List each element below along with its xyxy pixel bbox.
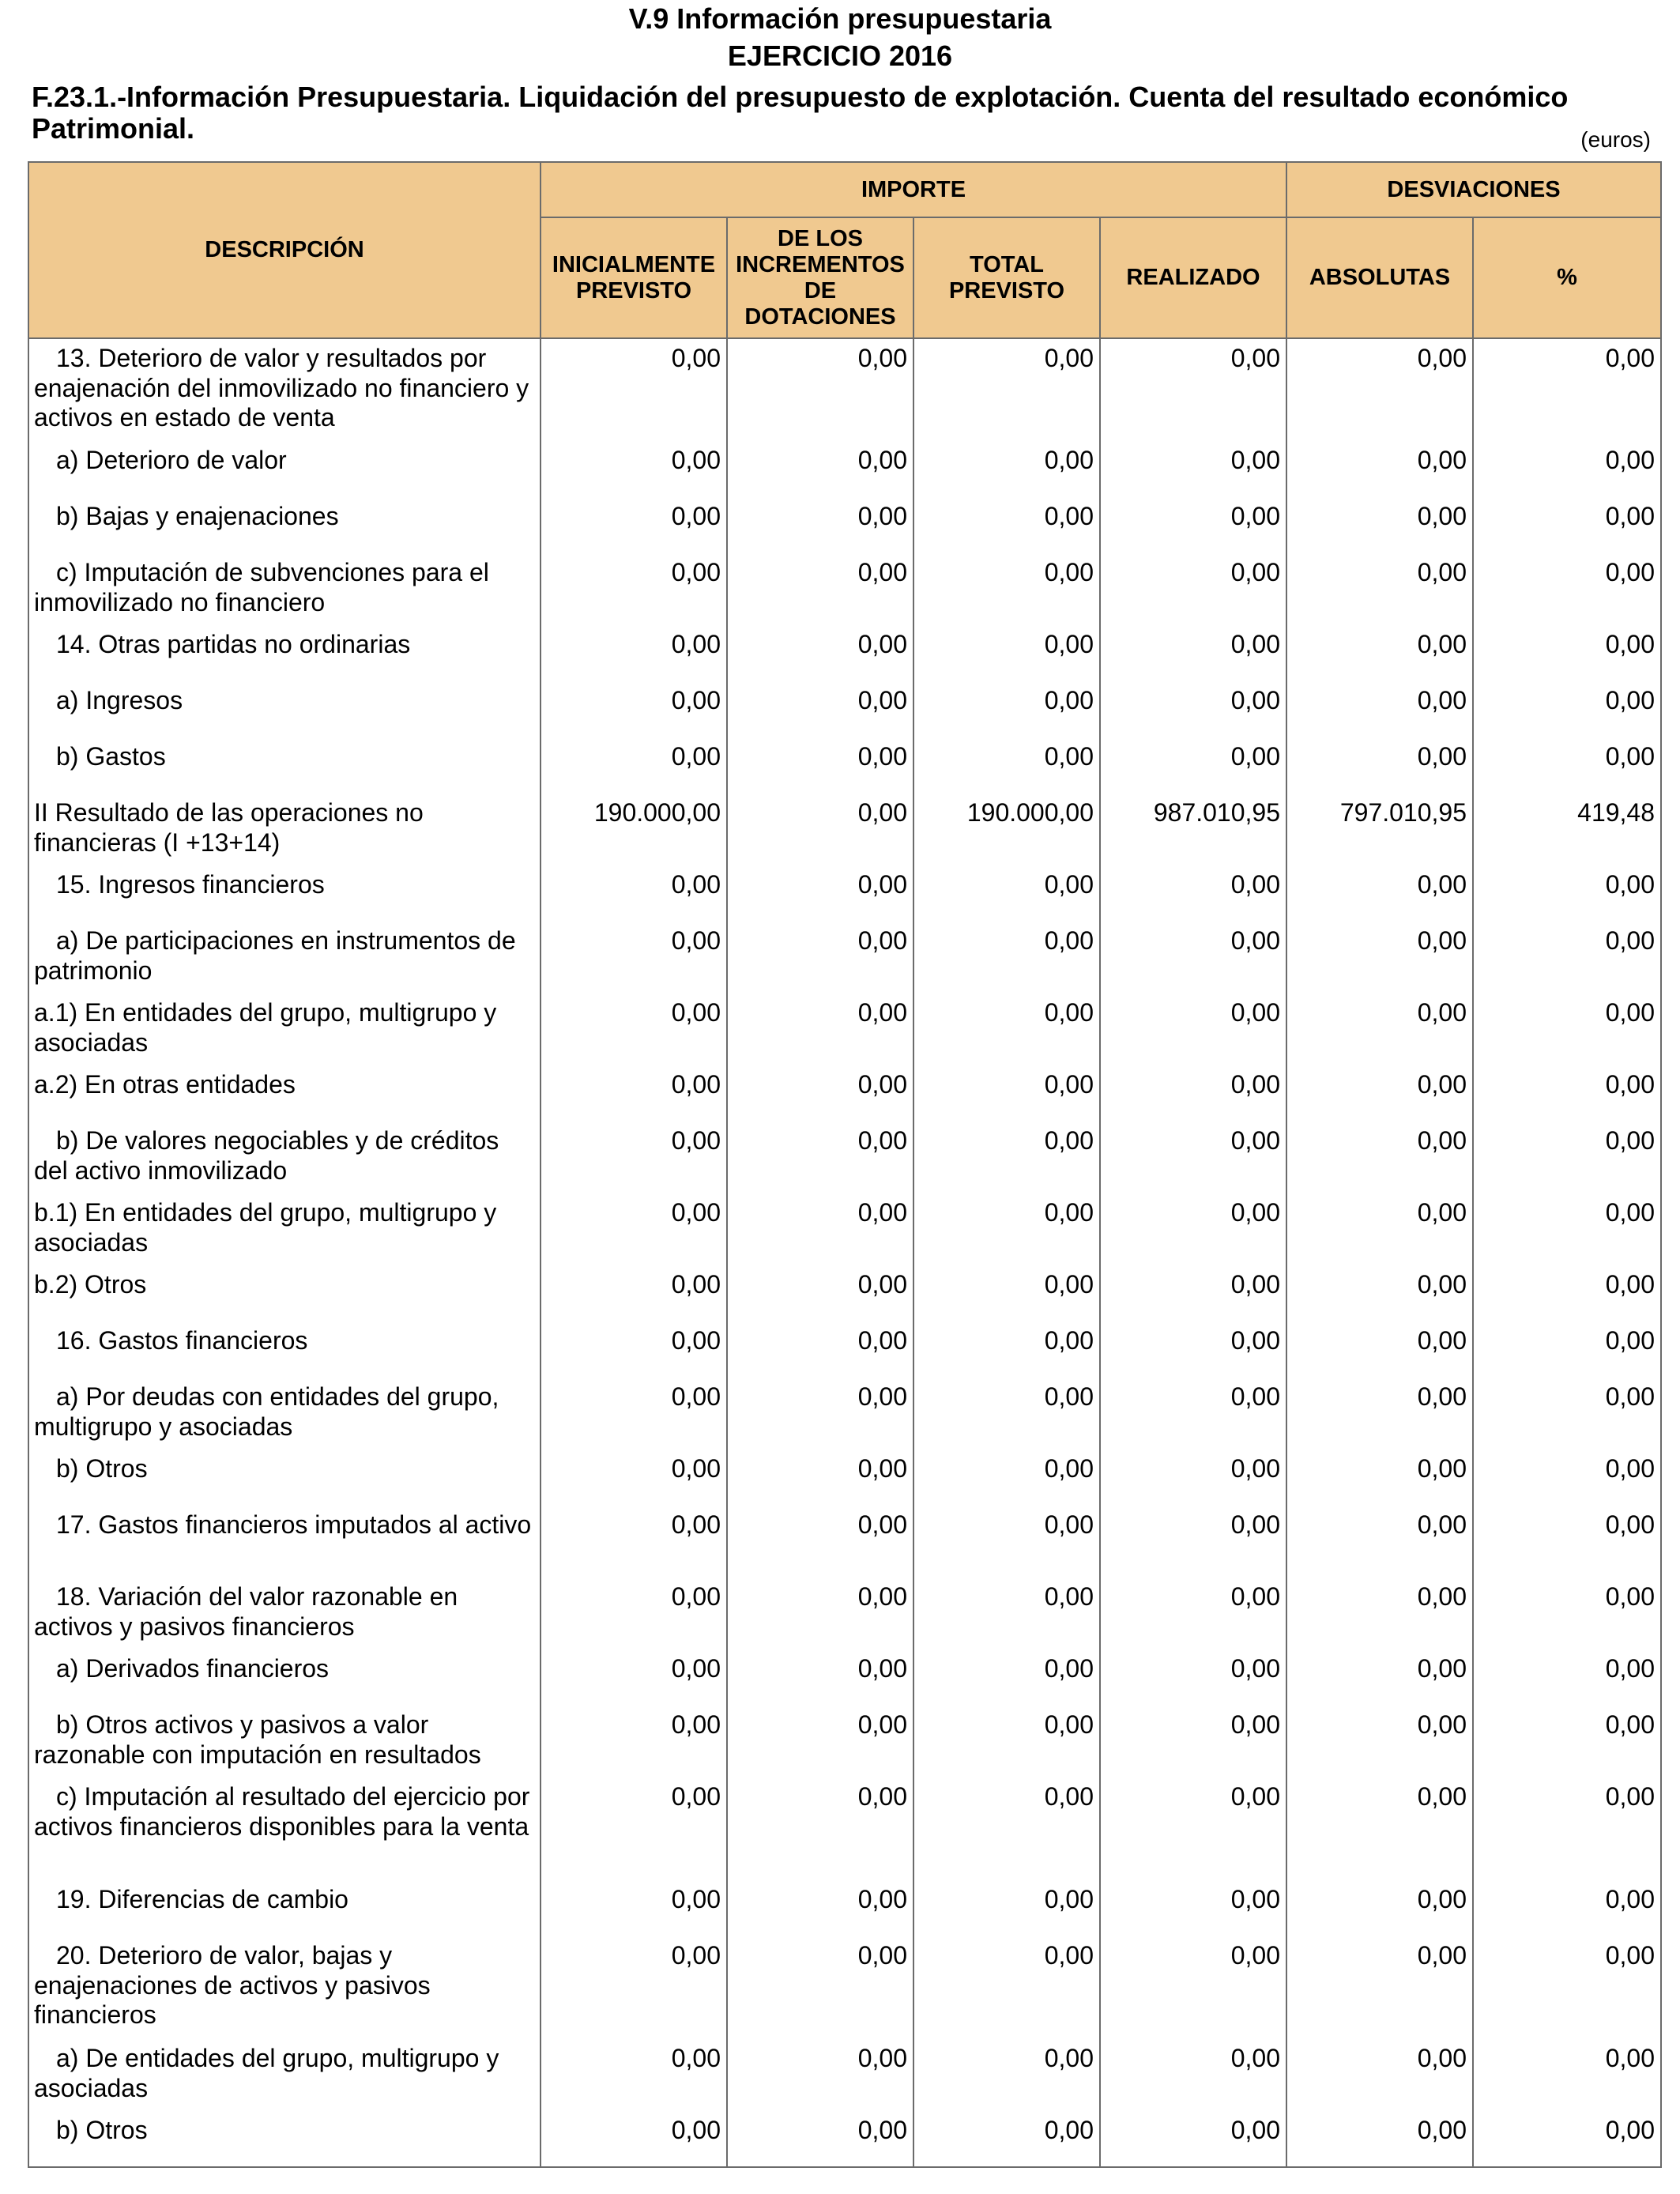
cell-incrementos-dotaciones: 0,00 — [727, 1378, 913, 1449]
row-description-text: b.1) En entidades del grupo, multigrupo y asociadas — [34, 1198, 497, 1257]
cell-total-previsto: 0,00 — [913, 1449, 1100, 1506]
cell-porcentaje: 0,00 — [1473, 737, 1661, 794]
table-row — [28, 1777, 1661, 1880]
cell-realizado: 0,00 — [1100, 1506, 1286, 1578]
header-desviaciones: DESVIACIONES — [1286, 162, 1661, 217]
cell-inicialmente-previsto: 0,00 — [541, 1265, 727, 1321]
cell-total-previsto: 0,00 — [913, 553, 1100, 625]
cell-absolutas: 0,00 — [1286, 338, 1473, 441]
cell-absolutas: 0,00 — [1286, 1321, 1473, 1378]
cell-absolutas: 0,00 — [1286, 993, 1473, 1065]
cell-absolutas: 0,00 — [1286, 2039, 1473, 2111]
cell-absolutas: 0,00 — [1286, 2111, 1473, 2167]
row-description-text: 14. Otras partidas no ordinarias — [56, 630, 411, 658]
cell-porcentaje: 0,00 — [1473, 865, 1661, 922]
table-row — [28, 1578, 1661, 1649]
cell-incrementos-dotaciones: 0,00 — [727, 338, 913, 441]
row-description-text: a) Derivados financieros — [56, 1654, 330, 1683]
cell-total-previsto: 0,00 — [913, 1777, 1100, 1880]
cell-absolutas: 0,00 — [1286, 922, 1473, 993]
cell-realizado: 0,00 — [1100, 1122, 1286, 1193]
cell-porcentaje: 0,00 — [1473, 922, 1661, 993]
cell-realizado: 0,00 — [1100, 681, 1286, 737]
cell-porcentaje: 0,00 — [1473, 553, 1661, 625]
row-description-text: 16. Gastos financieros — [56, 1326, 308, 1355]
cell-porcentaje: 0,00 — [1473, 1936, 1661, 2039]
cell-absolutas: 0,00 — [1286, 625, 1473, 681]
table-row — [28, 1321, 1661, 1378]
cell-total-previsto: 0,00 — [913, 2039, 1100, 2111]
table-row — [28, 737, 1661, 794]
cell-porcentaje: 0,00 — [1473, 1578, 1661, 1649]
cell-incrementos-dotaciones: 0,00 — [727, 993, 913, 1065]
row-description — [28, 497, 541, 553]
cell-inicialmente-previsto: 0,00 — [541, 681, 727, 737]
row-description-text: 13. Deterioro de valor y resultados por enajenación del inmovilizado no financiero y activos en estado de venta — [34, 344, 529, 432]
cell-incrementos-dotaciones: 0,00 — [727, 497, 913, 553]
row-description-text: a.2) En otras entidades — [34, 1070, 296, 1099]
header-descripcion: DESCRIPCIÓN — [28, 162, 541, 338]
cell-total-previsto: 0,00 — [913, 737, 1100, 794]
cell-porcentaje: 0,00 — [1473, 2039, 1661, 2111]
row-description-text: b.2) Otros — [34, 1270, 147, 1299]
cell-total-previsto: 0,00 — [913, 338, 1100, 441]
table-row — [28, 1122, 1661, 1193]
table-row — [28, 441, 1661, 497]
cell-total-previsto: 0,00 — [913, 441, 1100, 497]
cell-incrementos-dotaciones: 0,00 — [727, 737, 913, 794]
cell-total-previsto: 0,00 — [913, 1321, 1100, 1378]
cell-absolutas: 0,00 — [1286, 1649, 1473, 1706]
row-description-text: b) De valores negociables y de créditos del activo inmovilizado — [34, 1126, 499, 1185]
cell-incrementos-dotaciones: 0,00 — [727, 1193, 913, 1265]
cell-inicialmente-previsto: 0,00 — [541, 922, 727, 993]
cell-realizado: 0,00 — [1100, 1265, 1286, 1321]
cell-porcentaje: 0,00 — [1473, 497, 1661, 553]
table-row — [28, 1649, 1661, 1706]
row-description — [28, 681, 541, 737]
cell-absolutas: 0,00 — [1286, 1378, 1473, 1449]
table-row — [28, 1936, 1661, 2039]
cell-incrementos-dotaciones: 0,00 — [727, 1578, 913, 1649]
cell-absolutas: 0,00 — [1286, 553, 1473, 625]
cell-absolutas: 0,00 — [1286, 1449, 1473, 1506]
cell-total-previsto: 0,00 — [913, 1578, 1100, 1649]
cell-incrementos-dotaciones: 0,00 — [727, 865, 913, 922]
cell-realizado: 0,00 — [1100, 441, 1286, 497]
cell-incrementos-dotaciones: 0,00 — [727, 681, 913, 737]
budget-table — [28, 161, 1662, 2168]
cell-inicialmente-previsto: 0,00 — [541, 1378, 727, 1449]
cell-porcentaje: 0,00 — [1473, 1378, 1661, 1449]
cell-total-previsto: 0,00 — [913, 2111, 1100, 2167]
cell-porcentaje: 0,00 — [1473, 1777, 1661, 1880]
row-description — [28, 2039, 541, 2111]
cell-inicialmente-previsto: 0,00 — [541, 2111, 727, 2167]
cell-inicialmente-previsto: 0,00 — [541, 1880, 727, 1936]
cell-inicialmente-previsto: 0,00 — [541, 1506, 727, 1578]
row-description-text: c) Imputación al resultado del ejercicio por activos financieros disponibles para la venta — [34, 1782, 530, 1841]
table-row — [28, 1449, 1661, 1506]
cell-absolutas: 0,00 — [1286, 1936, 1473, 2039]
cell-porcentaje: 0,00 — [1473, 681, 1661, 737]
row-description-text: b) Bajas y enajenaciones — [56, 502, 339, 530]
cell-incrementos-dotaciones: 0,00 — [727, 2111, 913, 2167]
cell-incrementos-dotaciones: 0,00 — [727, 922, 913, 993]
header-absolutas: ABSOLUTAS — [1286, 217, 1473, 338]
row-description-text: 18. Variación del valor razonable en activos y pasivos financieros — [34, 1582, 458, 1641]
header-porcentaje: % — [1473, 217, 1661, 338]
cell-incrementos-dotaciones: 0,00 — [727, 1936, 913, 2039]
table-row — [28, 1506, 1661, 1578]
cell-porcentaje: 0,00 — [1473, 2111, 1661, 2167]
cell-total-previsto: 0,00 — [913, 865, 1100, 922]
cell-realizado: 0,00 — [1100, 1378, 1286, 1449]
cell-incrementos-dotaciones: 0,00 — [727, 2039, 913, 2111]
cell-total-previsto: 0,00 — [913, 1065, 1100, 1122]
cell-inicialmente-previsto: 0,00 — [541, 1065, 727, 1122]
cell-absolutas: 0,00 — [1286, 681, 1473, 737]
row-description-text: a.1) En entidades del grupo, multigrupo y asociadas — [34, 998, 497, 1057]
report-year-title: EJERCICIO 2016 — [727, 40, 953, 72]
cell-absolutas: 0,00 — [1286, 1777, 1473, 1880]
cell-realizado: 0,00 — [1100, 553, 1286, 625]
cell-inicialmente-previsto: 0,00 — [541, 553, 727, 625]
table-row — [28, 497, 1661, 553]
row-description-text: c) Imputación de subvenciones para el inmovilizado no financiero — [34, 558, 489, 616]
row-description — [28, 625, 541, 681]
header-inicialmente-previsto: INICIALMENTE PREVISTO — [541, 217, 727, 338]
cell-total-previsto: 0,00 — [913, 1193, 1100, 1265]
cell-total-previsto: 190.000,00 — [913, 794, 1100, 865]
row-description — [28, 993, 541, 1065]
cell-realizado: 0,00 — [1100, 1193, 1286, 1265]
row-description-text: 19. Diferencias de cambio — [56, 1885, 348, 1913]
cell-realizado: 0,00 — [1100, 1321, 1286, 1378]
table-row — [28, 1265, 1661, 1321]
cell-inicialmente-previsto: 0,00 — [541, 1649, 727, 1706]
cell-absolutas: 0,00 — [1286, 441, 1473, 497]
cell-realizado: 0,00 — [1100, 1936, 1286, 2039]
cell-total-previsto: 0,00 — [913, 625, 1100, 681]
row-description — [28, 1578, 541, 1649]
cell-absolutas: 797.010,95 — [1286, 794, 1473, 865]
cell-porcentaje: 0,00 — [1473, 1506, 1661, 1578]
table-row — [28, 794, 1661, 865]
row-description-text: a) Ingresos — [56, 686, 183, 714]
table-header — [28, 162, 1661, 338]
cell-realizado: 987.010,95 — [1100, 794, 1286, 865]
cell-absolutas: 0,00 — [1286, 737, 1473, 794]
cell-incrementos-dotaciones: 0,00 — [727, 1649, 913, 1706]
table-row — [28, 1065, 1661, 1122]
row-description — [28, 441, 541, 497]
report-section-title: V.9 Información presupuestaria — [628, 2, 1052, 35]
cell-realizado: 0,00 — [1100, 1578, 1286, 1649]
cell-absolutas: 0,00 — [1286, 1265, 1473, 1321]
header-realizado: REALIZADO — [1100, 217, 1286, 338]
row-description — [28, 1265, 541, 1321]
cell-total-previsto: 0,00 — [913, 1936, 1100, 2039]
table-row — [28, 865, 1661, 922]
cell-realizado: 0,00 — [1100, 2111, 1286, 2167]
cell-total-previsto: 0,00 — [913, 497, 1100, 553]
cell-realizado: 0,00 — [1100, 2039, 1286, 2111]
report-subtitle: F.23.1.-Información Presupuestaria. Liquidación del presupuesto de explotación. Cuenta del resultado económico Patrimonial. — [32, 81, 1569, 145]
cell-porcentaje: 0,00 — [1473, 1122, 1661, 1193]
cell-inicialmente-previsto: 0,00 — [541, 1936, 727, 2039]
cell-porcentaje: 0,00 — [1473, 441, 1661, 497]
cell-inicialmente-previsto: 190.000,00 — [541, 794, 727, 865]
cell-absolutas: 0,00 — [1286, 1193, 1473, 1265]
cell-realizado: 0,00 — [1100, 1449, 1286, 1506]
cell-inicialmente-previsto: 0,00 — [541, 1777, 727, 1880]
cell-inicialmente-previsto: 0,00 — [541, 625, 727, 681]
cell-incrementos-dotaciones: 0,00 — [727, 1506, 913, 1578]
cell-incrementos-dotaciones: 0,00 — [727, 1880, 913, 1936]
row-description-text: b) Otros — [56, 2116, 148, 2144]
cell-incrementos-dotaciones: 0,00 — [727, 1706, 913, 1777]
table-row — [28, 993, 1661, 1065]
cell-porcentaje: 0,00 — [1473, 1265, 1661, 1321]
cell-absolutas: 0,00 — [1286, 1506, 1473, 1578]
cell-incrementos-dotaciones: 0,00 — [727, 1065, 913, 1122]
row-description — [28, 1936, 541, 2039]
cell-porcentaje: 0,00 — [1473, 625, 1661, 681]
cell-realizado: 0,00 — [1100, 1649, 1286, 1706]
cell-incrementos-dotaciones: 0,00 — [727, 794, 913, 865]
currency-units: (euros) — [1580, 127, 1651, 152]
row-description-text: b) Otros — [56, 1454, 148, 1483]
cell-realizado: 0,00 — [1100, 1880, 1286, 1936]
row-description-text: b) Gastos — [56, 742, 166, 771]
header-incrementos-dotaciones: DE LOS INCREMENTOS DE DOTACIONES — [727, 217, 913, 338]
cell-incrementos-dotaciones: 0,00 — [727, 1777, 913, 1880]
table-row — [28, 625, 1661, 681]
table-row — [28, 338, 1661, 441]
row-description — [28, 865, 541, 922]
cell-porcentaje: 0,00 — [1473, 1706, 1661, 1777]
cell-total-previsto: 0,00 — [913, 1706, 1100, 1777]
table-row — [28, 1880, 1661, 1936]
cell-inicialmente-previsto: 0,00 — [541, 993, 727, 1065]
cell-total-previsto: 0,00 — [913, 993, 1100, 1065]
cell-porcentaje: 0,00 — [1473, 1321, 1661, 1378]
row-description — [28, 1449, 541, 1506]
row-description-text: b) Otros activos y pasivos a valor razonable con imputación en resultados — [34, 1710, 481, 1769]
cell-total-previsto: 0,00 — [913, 1378, 1100, 1449]
cell-porcentaje: 0,00 — [1473, 1449, 1661, 1506]
cell-inicialmente-previsto: 0,00 — [541, 1321, 727, 1378]
cell-inicialmente-previsto: 0,00 — [541, 2039, 727, 2111]
cell-total-previsto: 0,00 — [913, 1880, 1100, 1936]
cell-porcentaje: 0,00 — [1473, 1065, 1661, 1122]
cell-realizado: 0,00 — [1100, 338, 1286, 441]
cell-realizado: 0,00 — [1100, 1065, 1286, 1122]
cell-absolutas: 0,00 — [1286, 1706, 1473, 1777]
cell-incrementos-dotaciones: 0,00 — [727, 1122, 913, 1193]
header-total-previsto: TOTAL PREVISTO — [913, 217, 1100, 338]
row-description — [28, 1122, 541, 1193]
row-description — [28, 794, 541, 865]
cell-porcentaje: 419,48 — [1473, 794, 1661, 865]
cell-realizado: 0,00 — [1100, 497, 1286, 553]
row-description — [28, 1378, 541, 1449]
row-description — [28, 1777, 541, 1880]
cell-inicialmente-previsto: 0,00 — [541, 1706, 727, 1777]
table-row — [28, 1193, 1661, 1265]
cell-incrementos-dotaciones: 0,00 — [727, 1265, 913, 1321]
row-description — [28, 1321, 541, 1378]
cell-realizado: 0,00 — [1100, 1706, 1286, 1777]
row-description — [28, 1065, 541, 1122]
cell-total-previsto: 0,00 — [913, 1649, 1100, 1706]
cell-inicialmente-previsto: 0,00 — [541, 1122, 727, 1193]
cell-realizado: 0,00 — [1100, 737, 1286, 794]
row-description-text: a) De entidades del grupo, multigrupo y asociadas — [34, 2044, 499, 2102]
row-description — [28, 1649, 541, 1706]
cell-porcentaje: 0,00 — [1473, 1193, 1661, 1265]
row-description — [28, 1506, 541, 1578]
table-row — [28, 2111, 1661, 2167]
header-importe: IMPORTE — [541, 162, 1286, 217]
cell-porcentaje: 0,00 — [1473, 1880, 1661, 1936]
row-description — [28, 922, 541, 993]
cell-total-previsto: 0,00 — [913, 1122, 1100, 1193]
row-description — [28, 1880, 541, 1936]
row-description-text: 15. Ingresos financieros — [56, 870, 325, 899]
cell-absolutas: 0,00 — [1286, 865, 1473, 922]
cell-total-previsto: 0,00 — [913, 681, 1100, 737]
cell-inicialmente-previsto: 0,00 — [541, 441, 727, 497]
cell-inicialmente-previsto: 0,00 — [541, 1449, 727, 1506]
cell-incrementos-dotaciones: 0,00 — [727, 553, 913, 625]
table-row — [28, 1378, 1661, 1449]
cell-total-previsto: 0,00 — [913, 1265, 1100, 1321]
cell-inicialmente-previsto: 0,00 — [541, 865, 727, 922]
cell-porcentaje: 0,00 — [1473, 1649, 1661, 1706]
table-row — [28, 2039, 1661, 2111]
row-description-text: 20. Deterioro de valor, bajas y enajenaciones de activos y pasivos financieros — [34, 1941, 431, 2029]
cell-inicialmente-previsto: 0,00 — [541, 737, 727, 794]
row-description — [28, 2111, 541, 2167]
cell-total-previsto: 0,00 — [913, 1506, 1100, 1578]
cell-inicialmente-previsto: 0,00 — [541, 497, 727, 553]
cell-realizado: 0,00 — [1100, 1777, 1286, 1880]
table-row — [28, 1706, 1661, 1777]
cell-realizado: 0,00 — [1100, 993, 1286, 1065]
cell-incrementos-dotaciones: 0,00 — [727, 625, 913, 681]
row-description — [28, 1706, 541, 1777]
row-description-text: a) Deterioro de valor — [56, 446, 287, 474]
row-description — [28, 1193, 541, 1265]
row-description-text: a) Por deudas con entidades del grupo, multigrupo y asociadas — [34, 1382, 499, 1441]
cell-incrementos-dotaciones: 0,00 — [727, 1321, 913, 1378]
row-description-text: II Resultado de las operaciones no financieras (I +13+14) — [34, 798, 424, 857]
table-row — [28, 681, 1661, 737]
table-row — [28, 553, 1661, 625]
row-description — [28, 338, 541, 441]
cell-incrementos-dotaciones: 0,00 — [727, 441, 913, 497]
cell-absolutas: 0,00 — [1286, 1880, 1473, 1936]
cell-absolutas: 0,00 — [1286, 1578, 1473, 1649]
cell-inicialmente-previsto: 0,00 — [541, 1193, 727, 1265]
cell-absolutas: 0,00 — [1286, 497, 1473, 553]
cell-incrementos-dotaciones: 0,00 — [727, 1449, 913, 1506]
row-description-text: 17. Gastos financieros imputados al activo — [56, 1510, 532, 1539]
cell-porcentaje: 0,00 — [1473, 993, 1661, 1065]
cell-realizado: 0,00 — [1100, 922, 1286, 993]
cell-absolutas: 0,00 — [1286, 1122, 1473, 1193]
cell-porcentaje: 0,00 — [1473, 338, 1661, 441]
row-description — [28, 737, 541, 794]
table-row — [28, 922, 1661, 993]
table-body — [28, 338, 1661, 2167]
cell-absolutas: 0,00 — [1286, 1065, 1473, 1122]
cell-inicialmente-previsto: 0,00 — [541, 338, 727, 441]
cell-realizado: 0,00 — [1100, 625, 1286, 681]
row-description-text: a) De participaciones en instrumentos de patrimonio — [34, 926, 516, 985]
cell-inicialmente-previsto: 0,00 — [541, 1578, 727, 1649]
row-description — [28, 553, 541, 625]
cell-total-previsto: 0,00 — [913, 922, 1100, 993]
cell-realizado: 0,00 — [1100, 865, 1286, 922]
